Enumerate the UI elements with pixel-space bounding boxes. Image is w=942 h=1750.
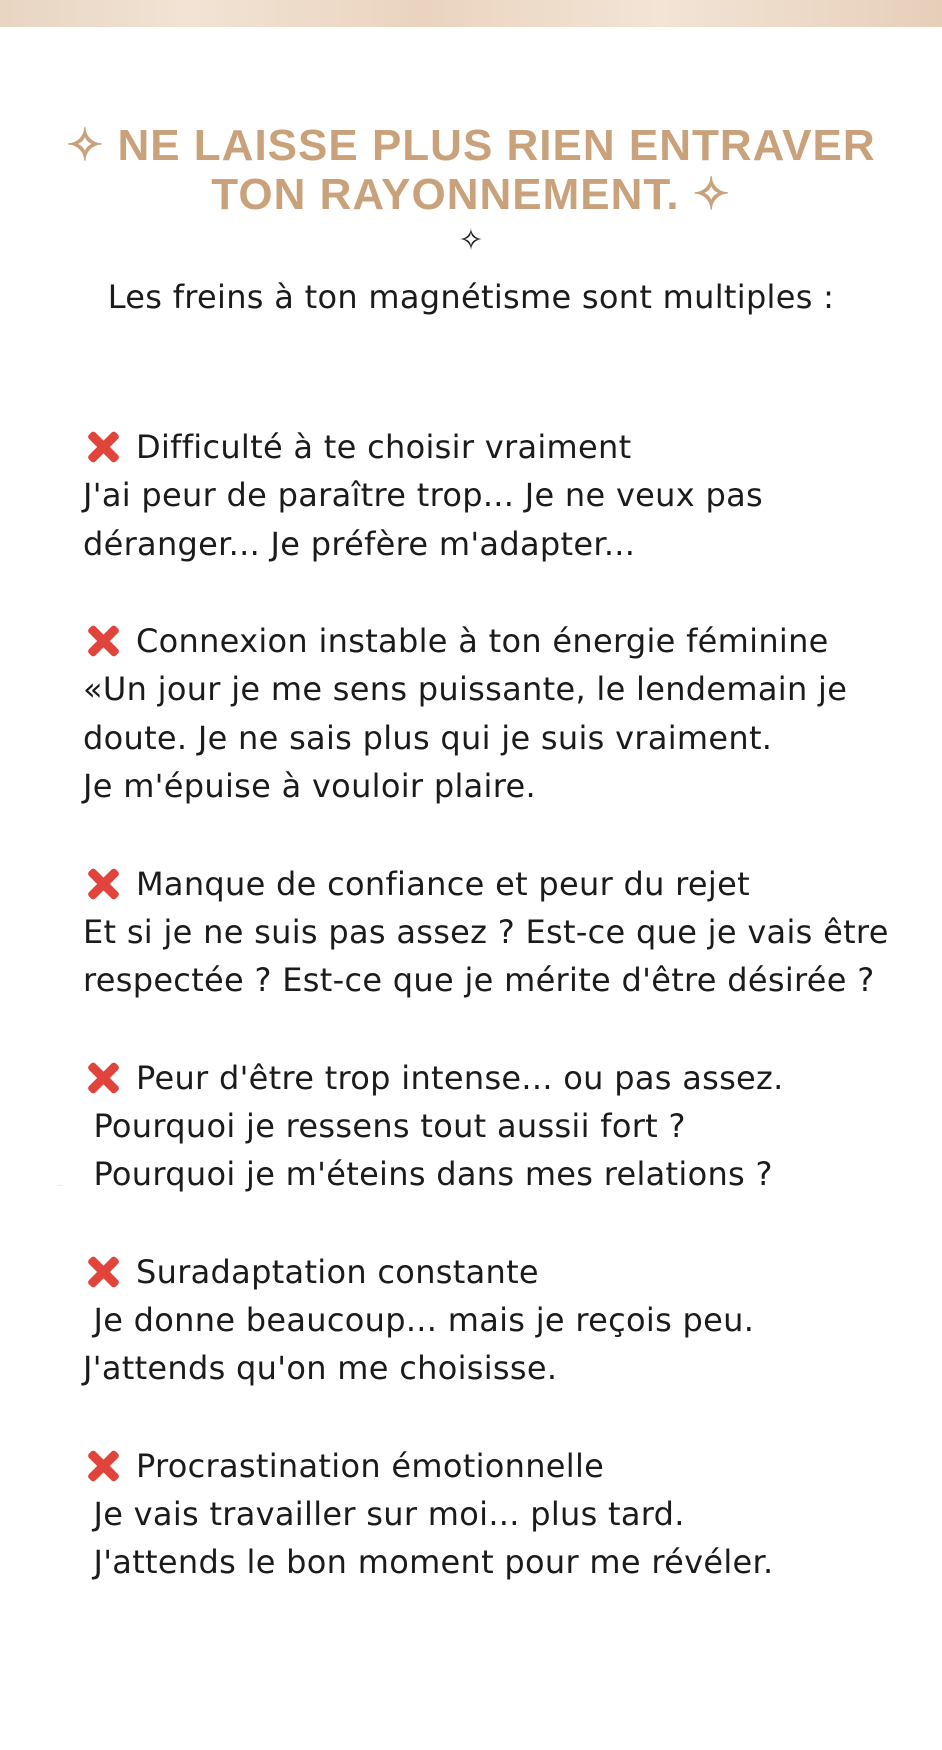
top-decorative-band: [0, 0, 942, 27]
obstacle-line: Je donne beaucoup... mais je reçois peu.: [83, 1300, 755, 1339]
obstacle-title: [83, 423, 933, 471]
obstacle-block: [83, 1248, 933, 1393]
headline-line-2: TON RAYONNEMENT. ✧: [211, 170, 731, 220]
obstacle-line: déranger... Je préfère m'adapter...: [83, 524, 636, 563]
obstacles-list: [83, 423, 933, 1636]
obstacle-title-text: Peur d'être trop intense... ou pas assez.: [136, 1058, 784, 1097]
obstacle-title: [83, 1248, 933, 1296]
cross-mark-icon: [83, 1446, 123, 1486]
obstacle-block: [83, 860, 933, 1005]
obstacle-title-text: Connexion instable à ton énergie féminine: [136, 622, 829, 660]
obstacle-line: respectée ? Est-ce que je mérite d'être désirée ?: [83, 961, 875, 999]
obstacle-line: Pourquoi je m'éteins dans mes relations ?: [83, 1155, 773, 1193]
obstacle-title: [83, 617, 933, 665]
cross-mark-icon: [83, 621, 123, 661]
obstacle-line: Pourquoi je ressens tout aussii fort ?: [83, 1106, 686, 1145]
cross-mark-icon: [83, 864, 123, 904]
sparkle-icon: ✧: [458, 223, 484, 258]
obstacle-block: [83, 1442, 933, 1587]
obstacle-block: [83, 1054, 933, 1199]
cross-mark-icon: [83, 1252, 123, 1292]
cross-mark-icon: [83, 1058, 123, 1098]
headline-line-1: ✧ NE LAISSE PLUS RIEN ENTRAVER: [66, 121, 876, 171]
obstacle-line: Je vais travailler sur moi... plus tard.: [83, 1494, 685, 1533]
obstacle-title-text: Procrastination émotionnelle: [136, 1446, 605, 1485]
obstacle-title: [83, 860, 933, 908]
obstacle-line: J'attends le bon moment pour me révéler.: [83, 1543, 774, 1581]
obstacle-line: Et si je ne suis pas assez ? Est-ce que je vais être: [83, 912, 889, 951]
obstacle-title-text: Suradaptation constante: [136, 1252, 539, 1291]
obstacle-line: J'ai peur de paraître trop... Je ne veux pas: [83, 476, 763, 514]
obstacle-title: [83, 1054, 933, 1102]
obstacle-line: Je m'épuise à vouloir plaire.: [83, 767, 536, 805]
obstacle-line: J'attends qu'on me choisisse.: [83, 1349, 558, 1387]
intro-text: Les freins à ton magnétisme sont multiples :: [107, 278, 835, 316]
cross-mark-icon: [83, 427, 123, 467]
obstacle-title: [83, 1442, 933, 1490]
obstacle-line: «Un jour je me sens puissante, le lendemain je: [83, 670, 848, 708]
obstacle-title-text: Manque de confiance et peur du rejet: [136, 864, 750, 903]
obstacle-block: [83, 423, 933, 568]
obstacle-title-text: Difficulté à te choisir vraiment: [136, 428, 632, 466]
obstacle-block: [83, 617, 933, 811]
obstacle-line: doute. Je ne sais plus qui je suis vraiment.: [83, 718, 773, 757]
page-headline: [0, 121, 942, 219]
